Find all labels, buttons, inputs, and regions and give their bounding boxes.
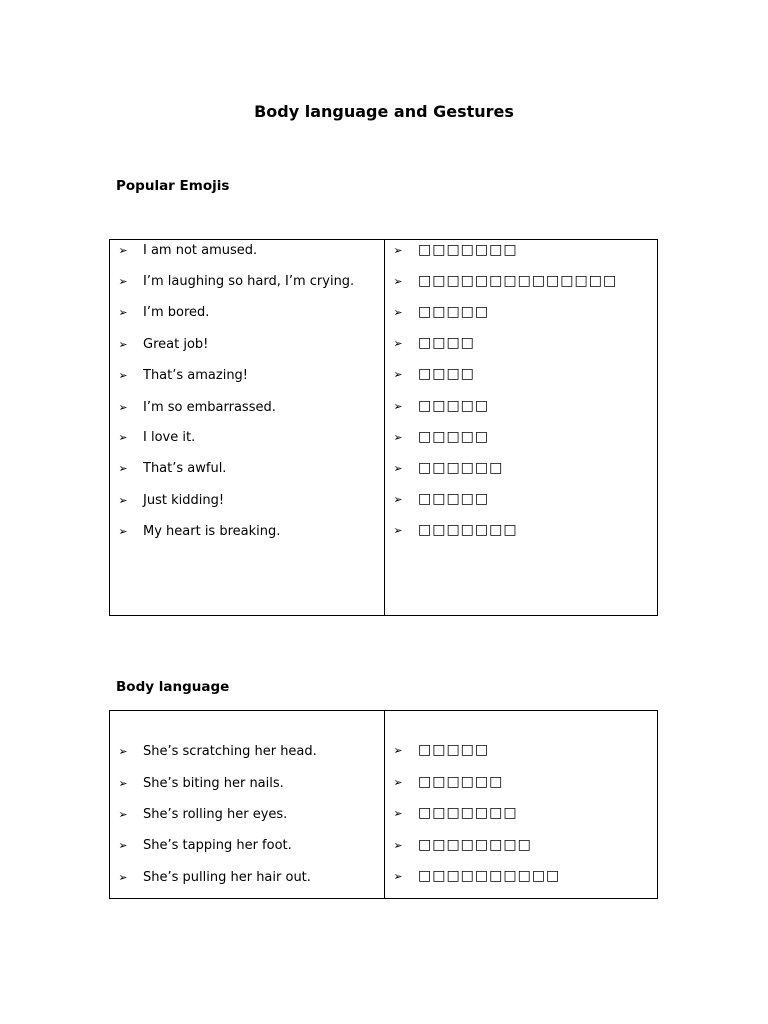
arrow-bullet-icon: ➢ xyxy=(118,243,128,257)
translated-phrase: □□□□ xyxy=(418,366,475,382)
translated-phrase: □□□□□□□□□□□□□□ xyxy=(418,273,618,289)
translated-phrase: □□□□□□□ xyxy=(418,522,518,538)
section-heading-popular-emojis: Popular Emojis xyxy=(116,178,230,194)
arrow-bullet-icon: ➢ xyxy=(118,838,128,852)
arrow-bullet-icon: ➢ xyxy=(118,776,128,790)
arrow-bullet-icon: ➢ xyxy=(393,806,403,820)
arrow-bullet-icon: ➢ xyxy=(393,243,403,257)
arrow-bullet-icon: ➢ xyxy=(118,400,128,414)
arrow-bullet-icon: ➢ xyxy=(393,523,403,537)
section-heading-body-language: Body language xyxy=(116,679,230,695)
arrow-bullet-icon: ➢ xyxy=(393,775,403,789)
arrow-bullet-icon: ➢ xyxy=(393,492,403,506)
english-phrase: She’s scratching her head. xyxy=(143,743,317,759)
english-phrase: My heart is breaking. xyxy=(143,523,281,539)
table-column-divider xyxy=(384,240,385,615)
arrow-bullet-icon: ➢ xyxy=(393,367,403,381)
english-phrase: I am not amused. xyxy=(143,242,258,258)
translated-phrase: □□□□□ xyxy=(418,429,490,445)
arrow-bullet-icon: ➢ xyxy=(118,493,128,507)
arrow-bullet-icon: ➢ xyxy=(393,430,403,444)
arrow-bullet-icon: ➢ xyxy=(393,274,403,288)
arrow-bullet-icon: ➢ xyxy=(118,337,128,351)
english-phrase: Just kidding! xyxy=(143,492,225,508)
english-phrase: Great job! xyxy=(143,336,209,352)
arrow-bullet-icon: ➢ xyxy=(118,744,128,758)
english-phrase: I love it. xyxy=(143,429,196,445)
translated-phrase: □□□□□ xyxy=(418,398,490,414)
arrow-bullet-icon: ➢ xyxy=(118,305,128,319)
body-language-table xyxy=(109,710,658,899)
arrow-bullet-icon: ➢ xyxy=(393,336,403,350)
arrow-bullet-icon: ➢ xyxy=(393,399,403,413)
arrow-bullet-icon: ➢ xyxy=(118,870,128,884)
english-phrase: That’s awful. xyxy=(143,460,227,476)
english-phrase: That’s amazing! xyxy=(143,367,249,383)
translated-phrase: □□□□□□□□ xyxy=(418,837,532,853)
arrow-bullet-icon: ➢ xyxy=(393,869,403,883)
arrow-bullet-icon: ➢ xyxy=(118,368,128,382)
english-phrase: She’s rolling her eyes. xyxy=(143,806,288,822)
arrow-bullet-icon: ➢ xyxy=(393,461,403,475)
arrow-bullet-icon: ➢ xyxy=(393,838,403,852)
translated-phrase: □□□□□□□□□□ xyxy=(418,868,561,884)
translated-phrase: □□□□□□□ xyxy=(418,242,518,258)
arrow-bullet-icon: ➢ xyxy=(393,743,403,757)
arrow-bullet-icon: ➢ xyxy=(118,274,128,288)
english-phrase: She’s pulling her hair out. xyxy=(143,869,311,885)
document-title: Body language and Gestures xyxy=(254,102,514,121)
arrow-bullet-icon: ➢ xyxy=(393,305,403,319)
arrow-bullet-icon: ➢ xyxy=(118,430,128,444)
translated-phrase: □□□□□ xyxy=(418,742,490,758)
arrow-bullet-icon: ➢ xyxy=(118,524,128,538)
translated-phrase: □□□□□ xyxy=(418,304,490,320)
translated-phrase: □□□□□□ xyxy=(418,460,504,476)
english-phrase: She’s biting her nails. xyxy=(143,775,284,791)
translated-phrase: □□□□ xyxy=(418,335,475,351)
translated-phrase: □□□□□ xyxy=(418,491,490,507)
emoji-table xyxy=(109,239,658,616)
english-phrase: I’m so embarrassed. xyxy=(143,399,276,415)
translated-phrase: □□□□□□ xyxy=(418,774,504,790)
table-column-divider xyxy=(384,711,385,898)
translated-phrase: □□□□□□□ xyxy=(418,805,518,821)
english-phrase: I’m bored. xyxy=(143,304,210,320)
english-phrase: She’s tapping her foot. xyxy=(143,837,292,853)
english-phrase: I’m laughing so hard, I’m crying. xyxy=(143,273,355,289)
arrow-bullet-icon: ➢ xyxy=(118,807,128,821)
arrow-bullet-icon: ➢ xyxy=(118,461,128,475)
